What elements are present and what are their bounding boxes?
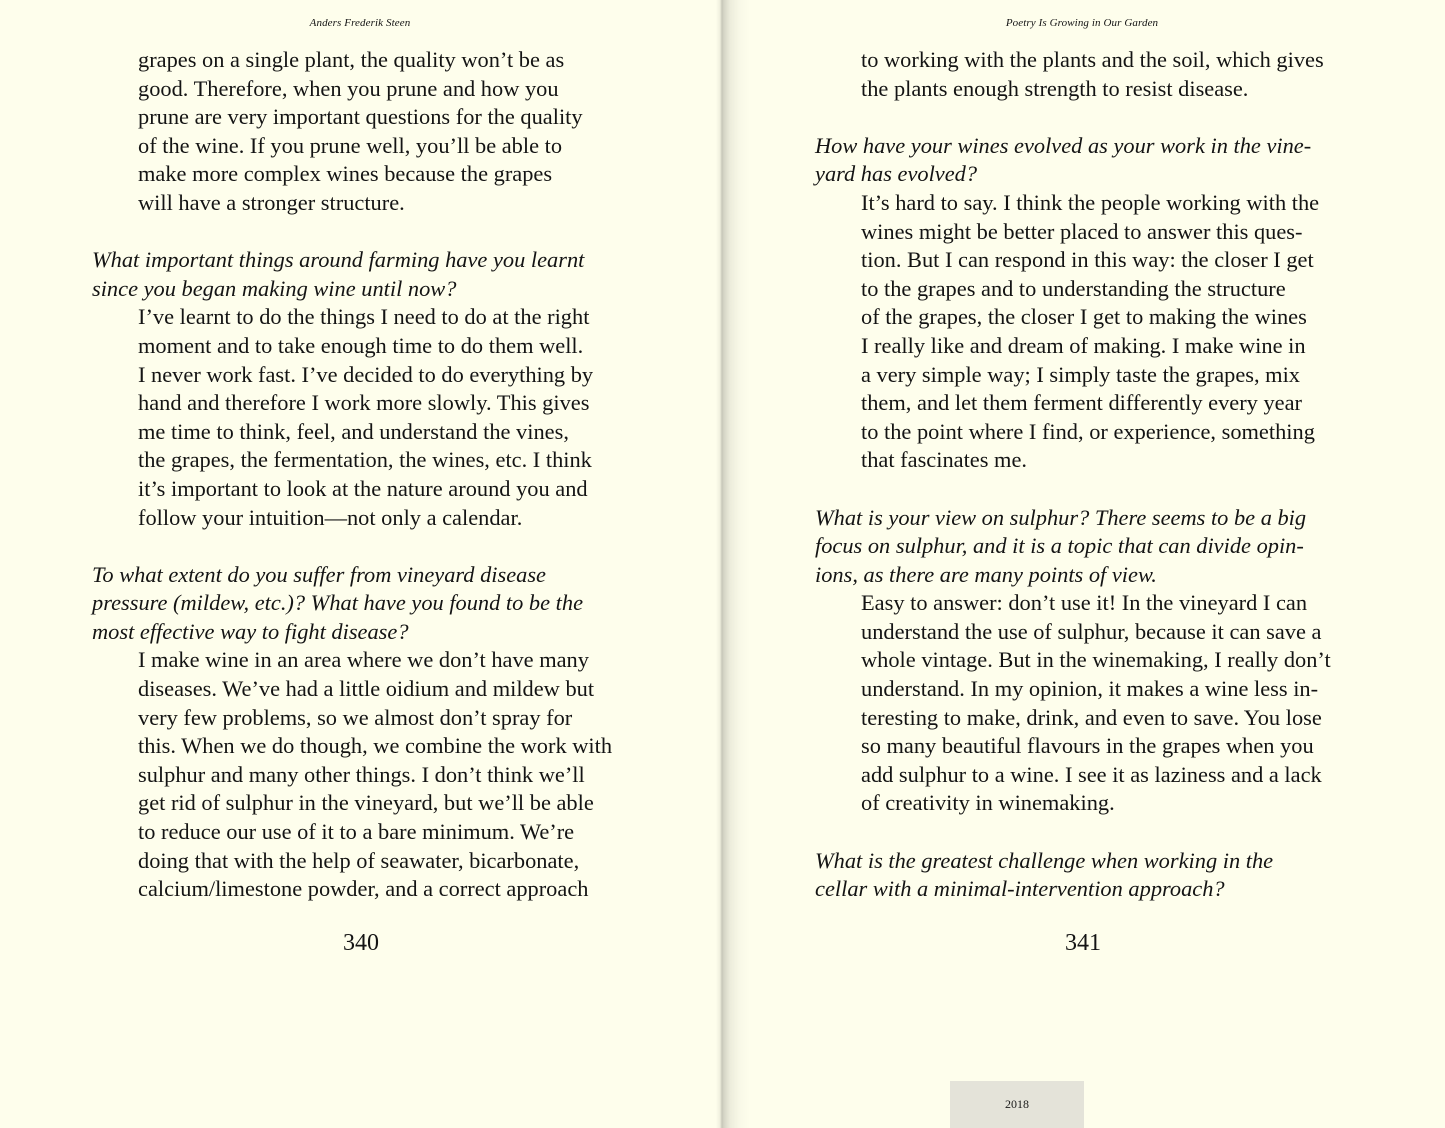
question-line: yard has evolved? <box>815 161 978 187</box>
answer-line: will have a stronger structure. <box>138 189 405 215</box>
paragraph-gap <box>92 218 652 247</box>
answer-line: prune are very important questions for the quality <box>138 104 583 130</box>
paragraph-gap <box>815 103 1375 132</box>
answer-line: teresting to make, drink, and even to save. You lose <box>861 704 1322 730</box>
question-line: What is your view on sulphur? There seems to be a big <box>815 504 1307 530</box>
answer-line: sulphur and many other things. I don’t think we’ll <box>138 761 585 787</box>
answer-line: moment and to take enough time to do them well. <box>138 332 584 358</box>
answer-line: get rid of sulphur in the vineyard, but we’ll be able <box>138 790 594 816</box>
answer-line: whole vintage. But in the winemaking, I really don’t <box>861 647 1331 673</box>
paragraph-gap <box>815 475 1375 504</box>
answer-line: this. When we do though, we combine the work with <box>138 733 613 759</box>
right-page-body-text <box>815 46 1375 904</box>
answer-line: I’ve learnt to do the things I need to do at the right <box>138 304 590 330</box>
answer-line: of creativity in winemaking. <box>861 790 1115 816</box>
question-line: pressure (mildew, etc.)? What have you found to be the <box>92 590 584 616</box>
answer-line: to working with the plants and the soil, which gives <box>861 47 1324 72</box>
answer-line: doing that with the help of seawater, bicarbonate, <box>138 847 580 873</box>
question-line: since you began making wine until now? <box>92 275 457 301</box>
answer-line: the plants enough strength to resist disease. <box>861 75 1249 101</box>
question-line: What important things around farming have you learnt <box>92 247 585 273</box>
answer-line: them, and let them ferment differently every year <box>861 390 1302 416</box>
answer-line: It’s hard to say. I think the people working with the <box>861 189 1320 215</box>
question-line: To what extent do you suffer from vineyard disease <box>92 561 546 587</box>
page-number-left: 340 <box>343 930 379 956</box>
answer-line: I really like and dream of making. I make wine in <box>861 332 1306 358</box>
answer-line: a very simple way; I simply taste the grapes, mix <box>861 361 1301 387</box>
left-page-body-text <box>92 46 652 904</box>
answer-line: I make wine in an area where we don’t have many <box>138 647 589 673</box>
question-line: most effective way to fight disease? <box>92 618 409 644</box>
running-head-title: Poetry Is Growing in Our Garden <box>1005 17 1159 29</box>
page-number-right: 341 <box>1065 930 1101 956</box>
paragraph-gap <box>815 818 1375 847</box>
answer-line: the grapes, the fermentation, the wines, etc. I think <box>138 447 592 473</box>
answer-line: of the wine. If you prune well, you’ll be able to <box>138 132 563 158</box>
year-tab[interactable]: 2018 <box>950 1081 1084 1128</box>
answer-line: add sulphur to a wine. I see it as laziness and a lack <box>861 761 1322 787</box>
answer-line: follow your intuition—not only a calendar. <box>138 504 523 530</box>
answer-line: tion. But I can respond in this way: the closer I get <box>861 247 1314 273</box>
question-line: ions, as there are many points of view. <box>815 561 1157 587</box>
right-page <box>722 0 1445 1128</box>
answer-line: Easy to answer: don’t use it! In the vineyard I can <box>861 590 1308 616</box>
answer-line: of the grapes, the closer I get to making the wines <box>861 304 1307 330</box>
left-page <box>0 0 722 1128</box>
question-line: focus on sulphur, and it is a topic that can divide opin- <box>815 533 1304 559</box>
answer-line: me time to think, feel, and understand the vines, <box>138 418 569 444</box>
answer-line: understand the use of sulphur, because it can save a <box>861 618 1322 644</box>
answer-line: diseases. We’ve had a little oidium and mildew but <box>138 676 595 702</box>
answer-line: very few problems, so we almost don’t spray for <box>138 704 573 730</box>
answer-line: wines might be better placed to answer this ques- <box>861 218 1303 244</box>
answer-line: that fascinates me. <box>861 447 1027 473</box>
answer-line: it’s important to look at the nature around you and <box>138 475 588 501</box>
answer-line: to reduce our use of it to a bare minimum. We’re <box>138 819 575 845</box>
paragraph-gap <box>92 532 652 561</box>
answer-line: hand and therefore I work more slowly. This gives <box>138 390 590 416</box>
question-line: What is the greatest challenge when working in the <box>815 847 1274 873</box>
question-line: How have your wines evolved as your work in the vine- <box>815 132 1312 158</box>
answer-line: to the grapes and to understanding the structure <box>861 275 1286 301</box>
running-head-author: Anders Frederik Steen <box>309 17 411 29</box>
answer-line: so many beautiful flavours in the grapes when you <box>861 733 1314 759</box>
answer-line: I never work fast. I’ve decided to do everything by <box>138 361 594 387</box>
answer-line: calcium/limestone powder, and a correct approach <box>138 876 589 902</box>
answer-line: good. Therefore, when you prune and how you <box>138 75 559 101</box>
answer-line: grapes on a single plant, the quality won’t be as <box>138 47 565 72</box>
answer-line: make more complex wines because the grapes <box>138 161 553 187</box>
question-line: cellar with a minimal-intervention approach? <box>815 876 1225 902</box>
answer-line: to the point where I find, or experience, something <box>861 418 1315 444</box>
answer-line: understand. In my opinion, it makes a wine less in- <box>861 676 1319 702</box>
